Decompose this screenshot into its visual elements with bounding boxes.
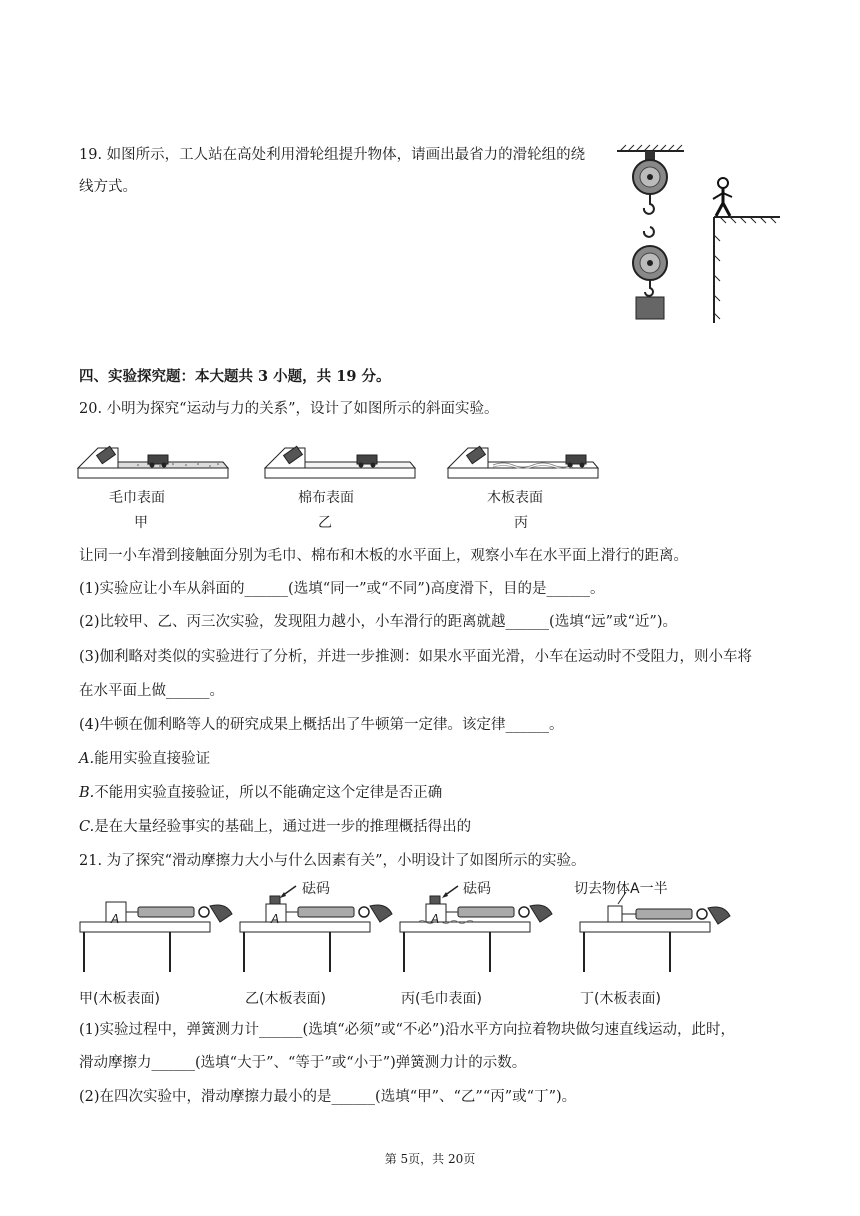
pulley-figure <box>612 145 782 325</box>
q19-line2: 线方式。 <box>79 179 137 195</box>
figure-caption: 丙(毛巾表面) <box>401 991 482 1007</box>
block-letter: A <box>271 912 280 926</box>
figure-label-tag: 乙 <box>318 515 332 531</box>
friction-figure-ding <box>578 890 738 980</box>
q21-stem: 21. 为了探究“滑动摩擦力大小与什么因素有关”，小明设计了如图所示的实验。 <box>79 853 586 869</box>
q20-part2: (2)比较甲、乙、丙三次实验，发现阻力越小，小车滑行的距离就越______(选填“远”或“近”)。 <box>79 614 678 630</box>
q21-part1-line1: (1)实验过程中，弹簧测力计______(选填“必须”或“不必”)沿水平方向拉着物块做匀速直线运动，此时， <box>79 1022 736 1038</box>
figure-caption: 乙(木板表面) <box>245 991 326 1007</box>
figure-label-surface: 木板表面 <box>487 490 543 506</box>
q20-option-b: B.不能用实验直接验证，所以不能确定这个定律是否正确 <box>79 785 443 801</box>
weight-label: 砝码 <box>302 881 330 897</box>
friction-figure-yi <box>238 890 398 980</box>
q20-part1: (1)实验应让小车从斜面的______(选填“同一”或“不同”)高度滑下，目的是______。 <box>79 581 605 597</box>
figure-caption: 丁(木板表面) <box>580 991 661 1007</box>
cut-label: 切去物体A一半 <box>574 881 668 897</box>
figure-caption: 甲(木板表面) <box>79 991 160 1007</box>
figure-label-tag: 甲 <box>134 515 148 531</box>
q20-part3-line1: (3)伽利略对类似的实验进行了分析，并进一步推测：如果水平面光滑，小车在运动时不受阻力，则小车将 <box>79 649 753 665</box>
q20-option-c: C.是在大量经验事实的基础上，通过进一步的推理概括得出的 <box>79 819 472 835</box>
friction-figure-jia <box>78 890 238 980</box>
block-letter: A <box>111 912 120 926</box>
q20-intro: 让同一小车滑到接触面分别为毛巾、棉布和木板的水平面上，观察小车在水平面上滑行的距离。 <box>79 548 688 564</box>
page-footer: 第 5页，共 20页 <box>384 1152 476 1166</box>
figure-label-surface: 棉布表面 <box>298 490 354 506</box>
friction-figure-bing <box>398 890 558 980</box>
weight-label: 砝码 <box>463 881 491 897</box>
q20-option-a: A.能用实验直接验证 <box>79 751 211 767</box>
figure-label-tag: 丙 <box>514 515 528 531</box>
q20-part4: (4)牛顿在伽利略等人的研究成果上概括出了牛顿第一定律。该定律______。 <box>79 717 564 733</box>
q21-part2: (2)在四次实验中，滑动摩擦力最小的是______(选填“甲”、“乙”“丙”或“丁”)。 <box>79 1089 577 1105</box>
q20-stem: 20. 小明为探究“运动与力的关系”，设计了如图所示的斜面实验。 <box>79 401 499 417</box>
section-heading: 四、实验探究题：本大题共 3 小题，共 19 分。 <box>79 368 391 385</box>
q21-part1-line2: 滑动摩擦力______(选填“大于”、“等于”或“小于”)弹簧测力计的示数。 <box>79 1055 527 1071</box>
figure-label-surface: 毛巾表面 <box>109 490 165 506</box>
q20-part3-line2: 在水平面上做______。 <box>79 683 224 699</box>
block-letter: A <box>431 912 440 926</box>
q19-line1: 19. 如图所示，工人站在高处利用滑轮组提升物体，请画出最省力的滑轮组的绕 <box>79 147 586 163</box>
